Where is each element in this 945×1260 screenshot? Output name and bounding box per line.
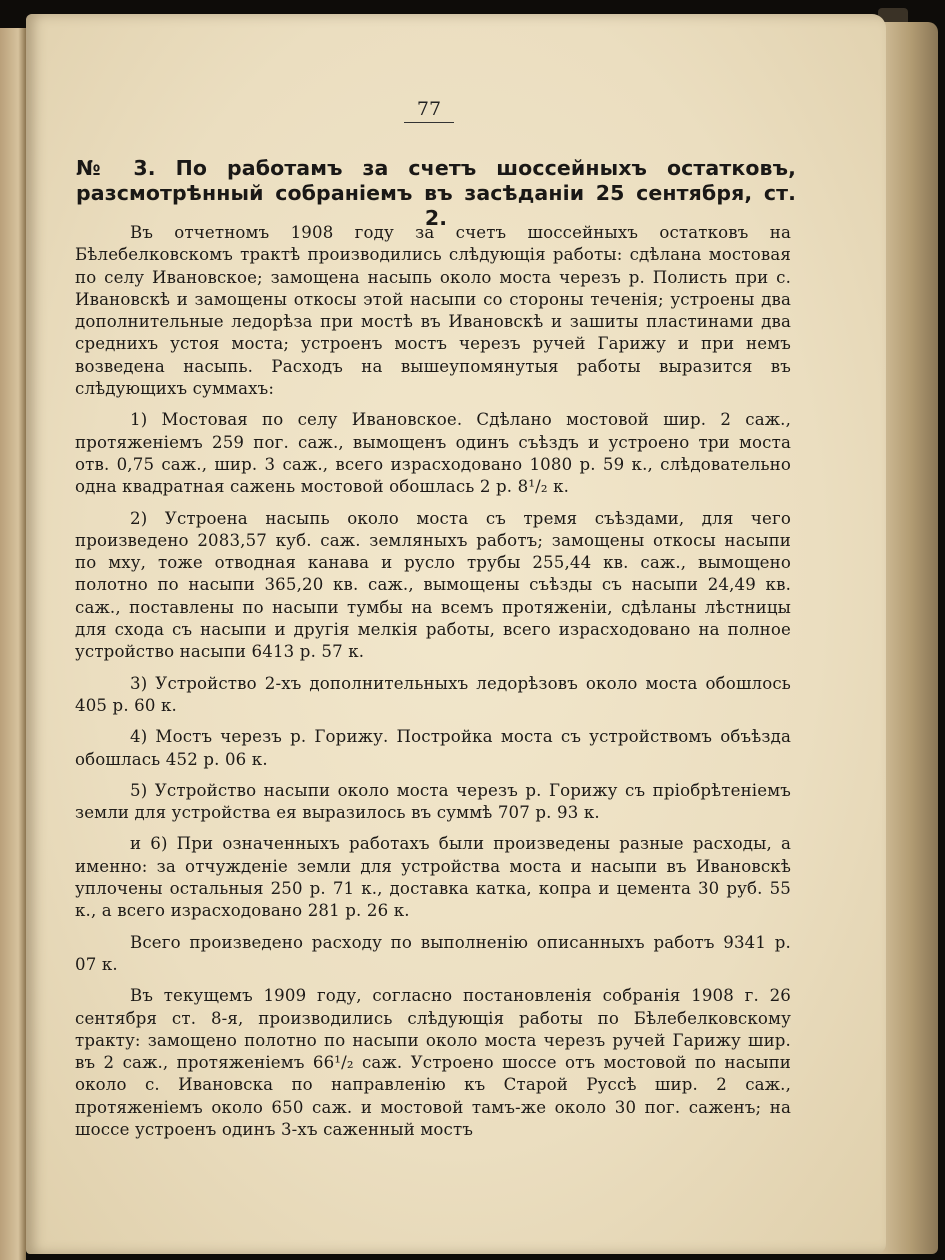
paragraph-total: Всего произведено расходу по выполненію описанныхъ работъ 9341 р. 07 к.: [75, 932, 791, 974]
section-heading: № 3. По работамъ за счетъ шоссейныхъ остатковъ, разсмотрѣнный собраніемъ въ засѣданіи 25 сентября, ст. 2.: [76, 156, 796, 230]
paragraph-item-4: 4) Мостъ черезъ р. Горижу. Постройка моста съ устройствомъ объѣзда обошлась 452 р. 06 к.: [75, 727, 791, 769]
page-number: 77: [404, 98, 454, 123]
paragraph-1909: Въ текущемъ 1909 году, согласно постановленія собранія 1908 г. 26 сентября ст. 8-я, производились слѣдующія работы по Бѣлебелковскому тракту: замощено полотно по насыпи около моста черезъ ручей Гарижу шир. въ 2 саж., протяженіемъ 66¹/₂ саж. Устроено шоссе отъ мостовой по насыпи около с. Ивановска по направленію къ Старой Руссѣ шир. 2 саж., протяженіемъ около 650 саж. и мостовой тамъ-же около 30 пог. саженъ; на шоссе устроенъ одинъ 3-хъ саженный мостъ: [75, 986, 791, 1139]
paragraph-item-5: 5) Устройство насыпи около моста черезъ р. Горижу съ пріобрѣтеніемъ земли для устройства ея выразилось въ суммѣ 707 р. 93 к.: [75, 780, 791, 823]
paragraph-item-6: и 6) При означенныхъ работахъ были произведены разные расходы, а именно: за отчужденіе земли для устройства моста и насыпи въ Ивановскѣ уплочены остальныя 250 р. 71 к., доставка катка, копра и цемента 30 руб. 55 к., а всего израсходовано 281 р. 26 к.: [75, 834, 791, 921]
body-text: [75, 222, 791, 1150]
binding-edge: [0, 28, 26, 1260]
paragraph-item-2: 2) Устроена насыпь около моста съ тремя съѣздами, для чего произведено 2083,57 куб. саж. земляныхъ работъ; замощены откосы насыпи по мху, тоже отводная канава и русло трубы 255,44 кв. саж., вымощено полотно по насыпи 365,20 кв. саж., вымощены съѣзды съ насыпи 24,49 кв. саж., поставлены по насыпи тумбы на всемъ протяженіи, сдѣланы лѣстницы для схода съ насыпи и другія мелкія работы, всего израсходовано на полное устройство насыпи 6413 р. 57 к.: [75, 508, 791, 662]
paragraph-item-3: 3) Устройство 2-хъ дополнительныхъ ледорѣзовъ около моста обошлось 405 р. 60 к.: [75, 673, 791, 715]
paragraph-item-1: 1) Мостовая по селу Ивановское. Сдѣлано мостовой шир. 2 саж., протяженіемъ 259 пог. саж., вымощенъ одинъ съѣздъ и устроено три моста отв. 0,75 саж., шир. 3 саж., всего израсходовано 1080 р. 59 к., слѣдовательно одна квадратная сажень мостовой обошлась 2 р. 8¹/₂ к.: [75, 410, 791, 497]
paragraph-intro: Въ отчетномъ 1908 году за счетъ шоссейныхъ остатковъ на Бѣлебелковскомъ трактѣ производились слѣдующія работы: сдѣлана мостовая по селу Ивановское; замощена насыпь около моста черезъ р. Полисть при с. Ивановскѣ и замощены откосы этой насыпи со стороны теченія; устроены два дополнительные ледорѣза при мостѣ въ Ивановскѣ и зашиты пластинами два среднихъ устоя моста; устроенъ мостъ черезъ ручей Гарижу и при немъ возведена насыпь. Расходъ на вышеупомянутыя работы выразится въ слѣдующихъ суммахъ:: [75, 223, 791, 399]
